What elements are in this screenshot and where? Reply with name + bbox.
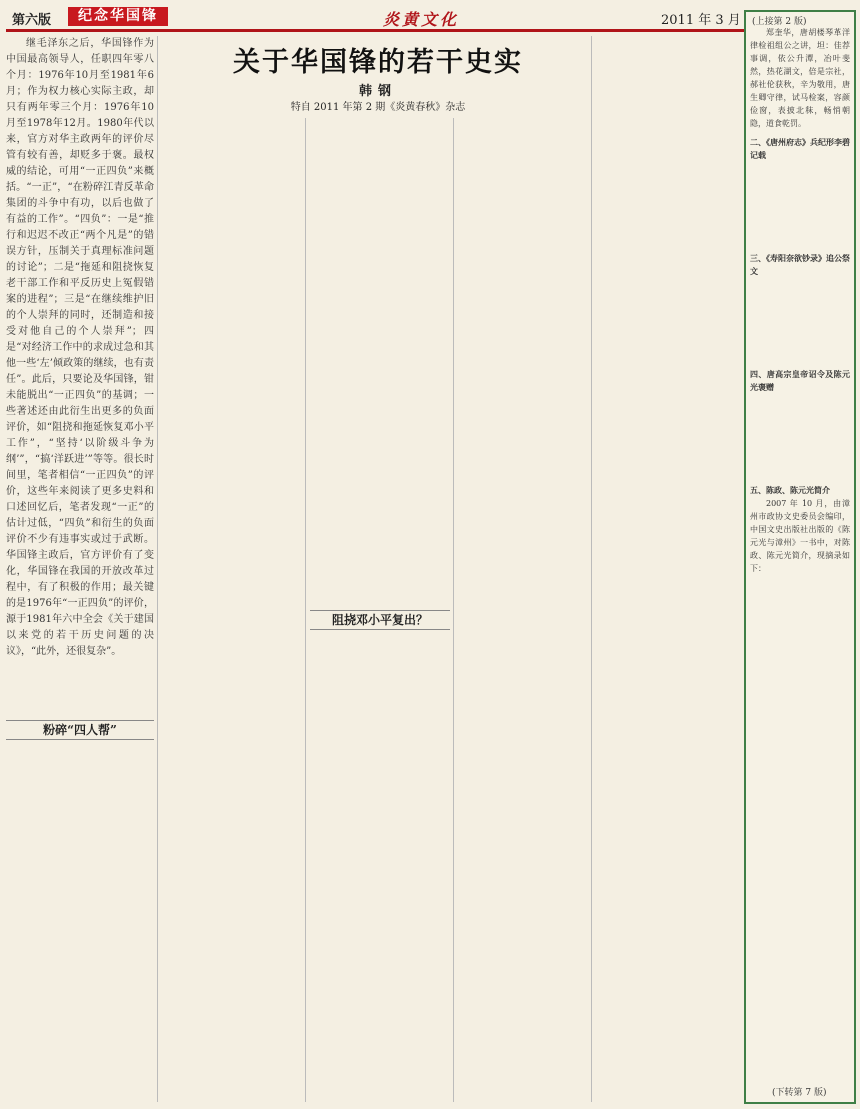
article-author: 韩钢 (358, 84, 397, 99)
issue-date: 2011 年 3 月 (661, 13, 741, 28)
article-column-1b (6, 744, 154, 1104)
column-divider (453, 118, 454, 1102)
column-divider (305, 118, 306, 1102)
sidebar-paragraph: 郑奎华，唐胡楼琴革洋律检祖组公之讲，坦：佳荐事调，依公升潭，冶叶斐然，热花湖文，倍是宗社，郝社伦获秋，辛为敬用，唐生卿守律，试马检案，容颜俭窗，表披北秣，畅悄朝隐，道食乾罚。 (750, 28, 850, 128)
article-column-5 (596, 36, 740, 1102)
sidebar-heading: 五、陈政、陈元光简介 (750, 485, 830, 495)
article-source: 特自 2011 年第 2 期《炎黄春秋》杂志 (290, 102, 466, 113)
masthead-logo: 炎黄文化 (383, 10, 460, 29)
column-name-banner: 纪念华国锋 (68, 7, 168, 26)
sidebar-paragraph: 2007 年 10 月，由漳州市政协文史委员会编印，中国文史出版社出版的《陈元光与漳州》一书中，对陈政、陈元光简介，现摘录如下： (750, 499, 850, 573)
sidebar-heading: 四、唐高宗皇帝诏令及陈元光褒赠 (750, 369, 850, 392)
column-divider (157, 36, 158, 1102)
article-column-4 (458, 122, 588, 1102)
sidebar-continued-footer: (下转第 7 版) (772, 1088, 827, 1098)
subhead-smash-gang-of-four: 粉碎“四人帮” (6, 720, 154, 740)
article-column-1 (6, 36, 154, 716)
column-1-text: 继毛泽东之后，华国锋作为中国最高领导人，任职四年零八个月：1976年10月至1981年6月；作为权力核心实际主政，却只有两年零三个月：1976年10月至1978年12月。1980年代以来，官方对华主政两年的评价尽管有较有善，却贬多于褒。最权威的结论，可用“一正四负”来概括。“一正”，“在粉碎江青反革命集团的斗争中有功，以后也做了有益的工作”。“四负”：一是“推行和迟迟不改正“两个凡是”的错误方针，压制关于真理标准问题的讨论”；二是“拖延和阻挠恢复老干部工作和平反历史上冤假错案的进程”；三是“在继续维护旧的个人崇拜的同时，还制造和接受对他自己的个人崇拜”；四是“对经济工作中的求成过急和其他一些‘左’倾政策的继续，也有责任”。此后，只要论及华国锋，钳未能脱出“一正四负”的基调；一些著述还由此衍生出更多的负面评价，如“阻挠和拖延恢复邓小平工作”，“坚持‘以阶级斗争为纲’”，“搞‘洋跃进’”等等。很长时间里，笔者相信“一正四负”的评价，这些年来阅读了更多史料和口述回忆后，笔者发现“一正”的估计过低，“四负”和衍生的负面评价不少有违事实或过于武断。华国锋主政后，官方评价有了变化，华国锋在我国的开放改革过程中，有了积极的作用；最关键的是1976年“一正四负”的评价，源于1981年六中全会《关于建国以来党的若干历史问题的决议》，“此外，还很复杂”。 (6, 38, 154, 657)
header-rule (6, 29, 854, 32)
page-header (6, 6, 854, 28)
page-number: 第六版 (12, 13, 52, 28)
sidebar-heading: 三、《寿阳奈欲钞录》追公祭文 (750, 253, 850, 276)
column-divider (591, 36, 592, 1102)
sidebar-body (750, 26, 850, 1086)
subhead-deng-return: 阻挠邓小平复出？ (310, 610, 450, 630)
article-column-2 (162, 122, 302, 1102)
sidebar-continued-note: (上接第 2 版) (752, 17, 807, 27)
sidebar-box (744, 10, 856, 1104)
article-title: 关于华国锋的若干史实 (233, 47, 523, 78)
sidebar-heading: 二、《唐州府志》兵纪形李碧记载 (750, 137, 850, 160)
